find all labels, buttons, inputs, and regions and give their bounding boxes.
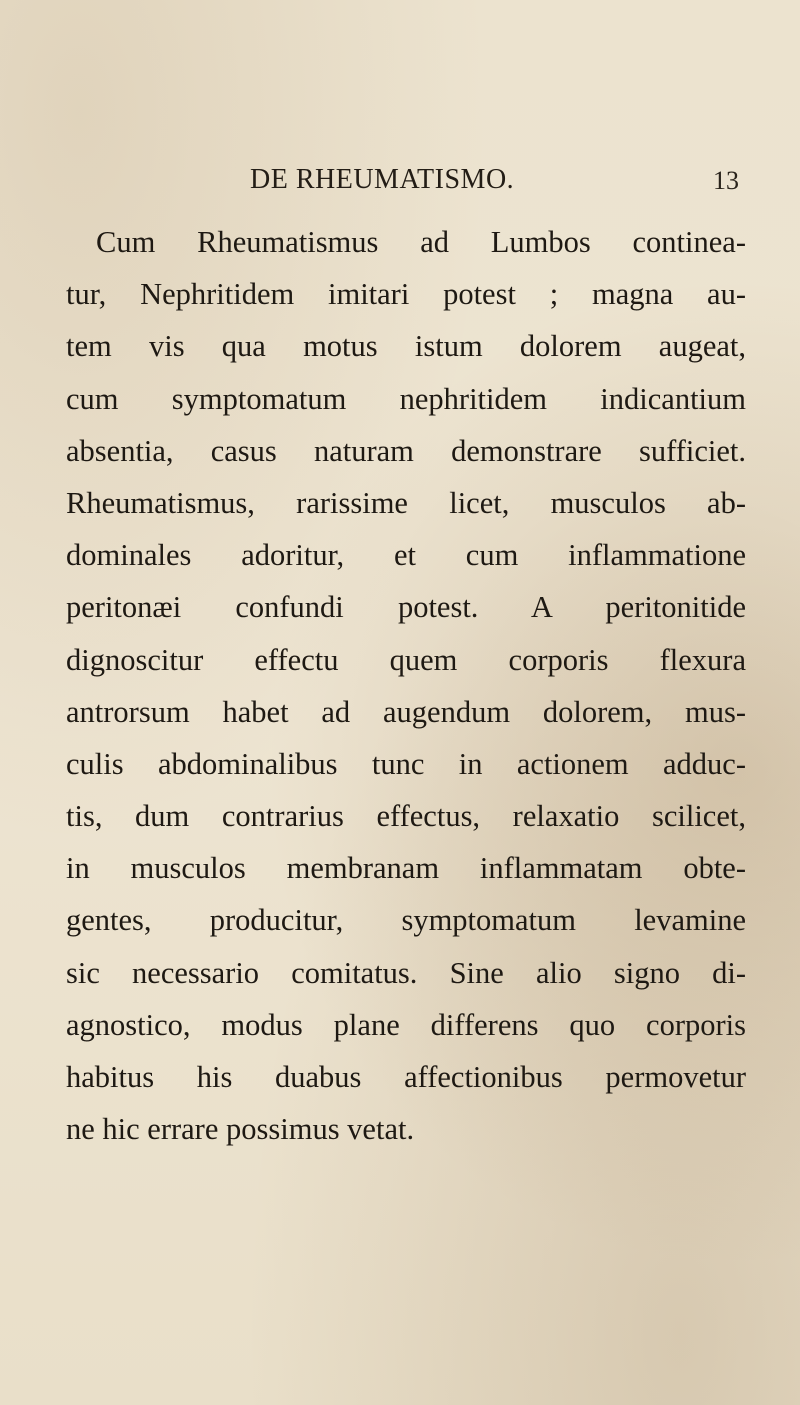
text-line: dominales adoritur, et cum inflammatione: [66, 538, 746, 573]
text-line: habitus his duabus affectionibus permovetur: [66, 1060, 746, 1094]
text-line: antrorsum habet ad augendum dolorem, mus-: [66, 694, 746, 729]
text-line: ne hic errare possimus vetat.: [66, 1112, 415, 1147]
text-line: peritonæi confundi potest. A peritonitide: [66, 590, 746, 625]
text-line: gentes, producitur, symptomatum levamine: [66, 903, 746, 938]
running-head-title: DE RHEUMATISMO.: [250, 164, 515, 195]
text-line: sic necessario comitatus. Sine alio signo di-: [66, 955, 746, 990]
body-paragraph: [66, 216, 746, 1155]
text-line: cum symptomatum nephritidem indicantium: [66, 381, 746, 416]
text-line: dignoscitur effectu quem corporis flexura: [66, 642, 746, 677]
page-number: 13: [713, 166, 739, 195]
text-line: agnostico, modus plane differens quo corporis: [66, 1007, 746, 1042]
text-line: in musculos membranam inflammatam obte-: [66, 851, 746, 886]
text-line: Rheumatismus, rarissime licet, musculos ab-: [66, 485, 746, 520]
text-line: tem vis qua motus istum dolorem augeat,: [66, 329, 746, 364]
text-line: tis, dum contrarius effectus, relaxatio scilicet,: [66, 799, 746, 834]
text-line: Cum Rheumatismus ad Lumbos continea-: [96, 225, 746, 259]
text-line: absentia, casus naturam demonstrare sufficiet.: [66, 433, 746, 468]
text-line: culis abdominalibus tunc in actionem adduc-: [66, 746, 746, 781]
text-line: tur, Nephritidem imitari potest ; magna au-: [66, 277, 746, 312]
